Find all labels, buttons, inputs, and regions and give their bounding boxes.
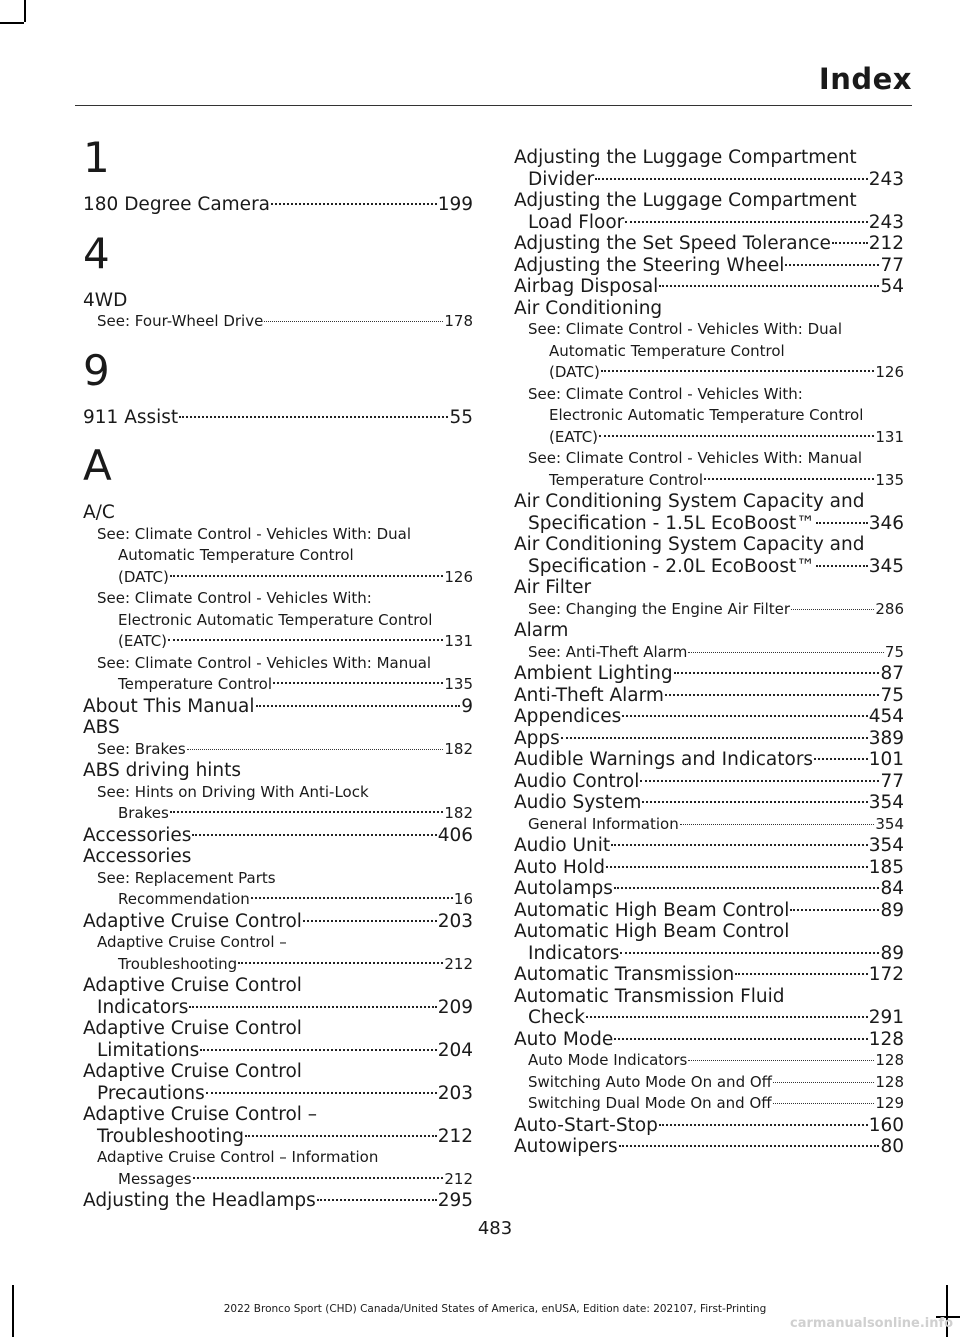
page-ref: 131: [444, 632, 473, 650]
page-ref: 75: [880, 684, 904, 706]
page-ref: 199: [437, 194, 473, 215]
entry-label: See: Four-Wheel Drive: [97, 312, 264, 330]
page-ref: 16: [453, 890, 473, 908]
index-entry[interactable]: Autolamps 84: [514, 878, 904, 899]
index-subentry[interactable]: [83, 311, 473, 333]
section-heading: 1: [83, 133, 110, 182]
subentry-continuation: Automatic Temperature Control: [549, 341, 785, 360]
page-ref: 89: [880, 942, 904, 964]
index-entry[interactable]: Air Filter: [514, 577, 592, 598]
index-subentry[interactable]: See: Climate Control - Vehicles With: Manual: [97, 653, 432, 672]
page-ref: 84: [880, 878, 904, 899]
index-subentry[interactable]: General Information 354: [514, 814, 904, 836]
index-subentry[interactable]: See: Climate Control - Vehicles With: Manual: [528, 449, 863, 467]
page-ref: 389: [868, 727, 904, 749]
page-ref: 9: [461, 695, 473, 717]
index-entry[interactable]: 4WD: [83, 289, 128, 311]
index-subentry[interactable]: Switching Dual Mode On and Off 129: [514, 1093, 904, 1115]
page-ref: 129: [875, 1094, 904, 1112]
index-entry[interactable]: Adjusting the Headlamps 295: [83, 1190, 473, 1211]
index-subentry[interactable]: Adaptive Cruise Control –: [97, 933, 287, 951]
page-ref: 75: [884, 642, 904, 661]
page-ref: 135: [444, 675, 473, 693]
page-ref: 345: [868, 555, 904, 577]
page-title: Index: [818, 62, 912, 96]
page-ref: 204: [437, 1039, 473, 1061]
index-entry[interactable]: Adaptive Cruise Control: [83, 1061, 302, 1082]
entry-continuation: Limitations 204: [97, 1039, 473, 1061]
index-entry[interactable]: Air Conditioning: [514, 297, 663, 319]
index-entry[interactable]: Air Conditioning System Capacity and: [514, 491, 865, 512]
index-column-right: [514, 147, 904, 1158]
page-ref: 354: [868, 835, 904, 856]
index-entry[interactable]: ABS driving hints: [83, 760, 242, 781]
index-entry[interactable]: [83, 696, 473, 718]
header-divider: [75, 105, 912, 106]
index-subentry[interactable]: Adaptive Cruise Control – Information: [97, 1148, 379, 1166]
index-subentry[interactable]: See: Climate Control - Vehicles With:: [528, 384, 803, 403]
page-number: 483: [477, 1218, 513, 1239]
entry-continuation: Troubleshooting 212: [97, 1125, 473, 1147]
index-entry[interactable]: Automatic High Beam Control 89: [514, 899, 904, 921]
entry-continuation: Indicators 209: [97, 996, 473, 1018]
index-entry[interactable]: Adjusting the Steering Wheel 77: [514, 254, 904, 276]
index-subentry[interactable]: Auto Mode Indicators 128: [514, 1050, 904, 1072]
page-ref: 172: [868, 964, 904, 985]
page-ref: 346: [868, 512, 904, 534]
index-entry[interactable]: Alarm: [514, 620, 569, 641]
page-ref: 55: [449, 406, 473, 428]
page-ref: 295: [437, 1190, 473, 1211]
page-ref: 131: [875, 427, 904, 446]
index-subentry[interactable]: See: Anti-Theft Alarm 75: [514, 642, 904, 664]
page-ref: 185: [868, 856, 904, 878]
index-entry[interactable]: Adaptive Cruise Control: [83, 1018, 302, 1039]
index-entry[interactable]: Adjusting the Luggage Compartment: [514, 147, 857, 168]
index-entry[interactable]: Audible Warnings and Indicators 101: [514, 749, 904, 770]
page-ref: 354: [868, 792, 904, 813]
page-ref: 126: [444, 567, 473, 586]
page-ref: 178: [444, 312, 473, 330]
index-entry[interactable]: Auto Mode 128: [514, 1028, 904, 1050]
index-entry[interactable]: Audio Control 77: [514, 770, 904, 792]
subentry-continuation: Messages 212: [83, 1169, 473, 1191]
index-entry[interactable]: Accessories 406: [83, 824, 473, 846]
page-ref: 128: [875, 1072, 904, 1091]
subentry-continuation: Electronic Automatic Temperature Control: [118, 610, 433, 629]
index-entry[interactable]: Autowipers 80: [514, 1136, 904, 1157]
index-entry[interactable]: Automatic High Beam Control: [514, 921, 790, 942]
index-entry[interactable]: Automatic Transmission Fluid: [514, 985, 785, 1007]
entry-continuation: Specification - 1.5L EcoBoost™ 346: [528, 512, 904, 534]
subentry-continuation: (DATC) 126: [83, 567, 473, 589]
index-entry[interactable]: Anti-Theft Alarm 75: [514, 684, 904, 706]
index-entry[interactable]: [83, 407, 473, 429]
crop-mark: [0, 22, 24, 24]
index-entry[interactable]: Adaptive Cruise Control: [83, 975, 302, 996]
page-ref: 354: [875, 814, 904, 833]
index-entry[interactable]: A/C: [83, 502, 115, 523]
index-subentry[interactable]: See: Climate Control - Vehicles With: Dual: [528, 320, 842, 338]
index-entry[interactable]: Auto Hold 185: [514, 856, 904, 878]
page-ref: 243: [868, 168, 904, 190]
index-entry[interactable]: Adaptive Cruise Control 203: [83, 910, 473, 932]
index-subentry[interactable]: See: Hints on Driving With Anti-Lock: [97, 782, 369, 801]
subentry-continuation: Troubleshooting 212: [83, 954, 473, 976]
entry-label: About This Manual: [83, 695, 255, 717]
index-entry[interactable]: Audio System 354: [514, 792, 904, 813]
index-entry[interactable]: Airbag Disposal 54: [514, 276, 904, 297]
index-subentry[interactable]: See: Climate Control - Vehicles With: Dual: [97, 524, 411, 543]
index-entry[interactable]: Apps 389: [514, 727, 904, 749]
index-entry[interactable]: Adjusting the Luggage Compartment: [514, 190, 857, 211]
index-subentry[interactable]: See: Replacement Parts: [97, 868, 276, 887]
page-ref: 406: [437, 824, 473, 846]
entry-label: 180 Degree Camera: [83, 194, 271, 215]
page-ref: 182: [444, 804, 473, 822]
page-ref: 212: [444, 1169, 473, 1188]
index-entry[interactable]: Ambient Lighting 87: [514, 663, 904, 684]
page-ref: 128: [868, 1028, 904, 1050]
page-ref: 54: [880, 276, 904, 297]
page-ref: 212: [868, 233, 904, 254]
index-entry[interactable]: Appendices 454: [514, 706, 904, 727]
page-ref: 203: [437, 910, 473, 932]
index-entry[interactable]: Adaptive Cruise Control –: [83, 1104, 318, 1125]
index-entry[interactable]: Accessories: [83, 846, 192, 867]
page-ref: 87: [880, 663, 904, 684]
entry-continuation: Precautions 203: [97, 1082, 473, 1104]
page-ref: 212: [437, 1125, 473, 1147]
page-ref: 128: [875, 1051, 904, 1069]
page-ref: 160: [868, 1114, 904, 1136]
subentry-continuation: Automatic Temperature Control: [118, 546, 354, 564]
index-subentry[interactable]: See: Brakes 182: [83, 739, 473, 761]
index-entry[interactable]: [83, 194, 473, 216]
entry-label: 911 Assist: [83, 406, 179, 428]
page-ref: 286: [875, 599, 904, 618]
index-entry[interactable]: Adjusting the Set Speed Tolerance 212: [514, 233, 904, 254]
entry-continuation: Load Floor 243: [528, 211, 904, 233]
entry-continuation: Check 291: [528, 1007, 904, 1028]
entry-continuation: Specification - 2.0L EcoBoost™ 345: [528, 555, 904, 577]
page-ref: 89: [880, 899, 904, 921]
page-ref: 77: [880, 254, 904, 276]
page-ref: 243: [868, 211, 904, 233]
index-subentry[interactable]: See: Climate Control - Vehicles With:: [97, 589, 372, 607]
page-ref: 135: [875, 470, 904, 489]
index-column-left: [83, 130, 473, 1212]
index-entry[interactable]: ABS: [83, 717, 120, 738]
subentry-continuation: Temperature Control 135: [514, 470, 904, 492]
section-heading: 9: [83, 345, 110, 395]
footer-text: 2022 Bronco Sport (CHD) Canada/United States of America, enUSA, Edition date: 202107, First-Printing: [223, 1303, 767, 1315]
page-ref: 203: [437, 1082, 473, 1104]
subentry-continuation: (EATC) 131: [514, 427, 904, 449]
page-ref: 212: [444, 954, 473, 973]
page-ref: 454: [868, 706, 904, 727]
index-entry[interactable]: Audio Unit 354: [514, 835, 904, 856]
section-heading: 4: [83, 228, 110, 278]
index-subentry[interactable]: Switching Auto Mode On and Off 128: [514, 1072, 904, 1094]
index-entry[interactable]: Air Conditioning System Capacity and: [514, 534, 865, 555]
page-ref: 291: [868, 1007, 904, 1028]
page-ref: 209: [437, 996, 473, 1018]
entry-continuation: Indicators 89: [528, 942, 904, 964]
page-ref: 80: [880, 1136, 904, 1157]
index-subentry[interactable]: See: Changing the Engine Air Filter 286: [514, 599, 904, 621]
page-ref: 101: [868, 749, 904, 770]
section-heading: A: [83, 441, 112, 490]
index-entry[interactable]: Automatic Transmission 172: [514, 964, 904, 985]
page-ref: 182: [444, 739, 473, 758]
subentry-continuation: Electronic Automatic Temperature Control: [549, 406, 864, 424]
subentry-continuation: (EATC) 131: [83, 631, 473, 653]
entry-continuation: Divider 243: [528, 168, 904, 190]
watermark: carmanualsonline.info: [790, 1316, 954, 1331]
index-entry[interactable]: Auto-Start-Stop 160: [514, 1114, 904, 1136]
subentry-continuation: Temperature Control 135: [83, 674, 473, 696]
page-ref: 77: [880, 770, 904, 792]
page-ref: 126: [875, 363, 904, 381]
subentry-continuation: Brakes 182: [83, 803, 473, 825]
crop-mark: [24, 0, 26, 22]
subentry-continuation: Recommendation 16: [83, 889, 473, 911]
subentry-continuation: (DATC) 126: [514, 362, 904, 384]
